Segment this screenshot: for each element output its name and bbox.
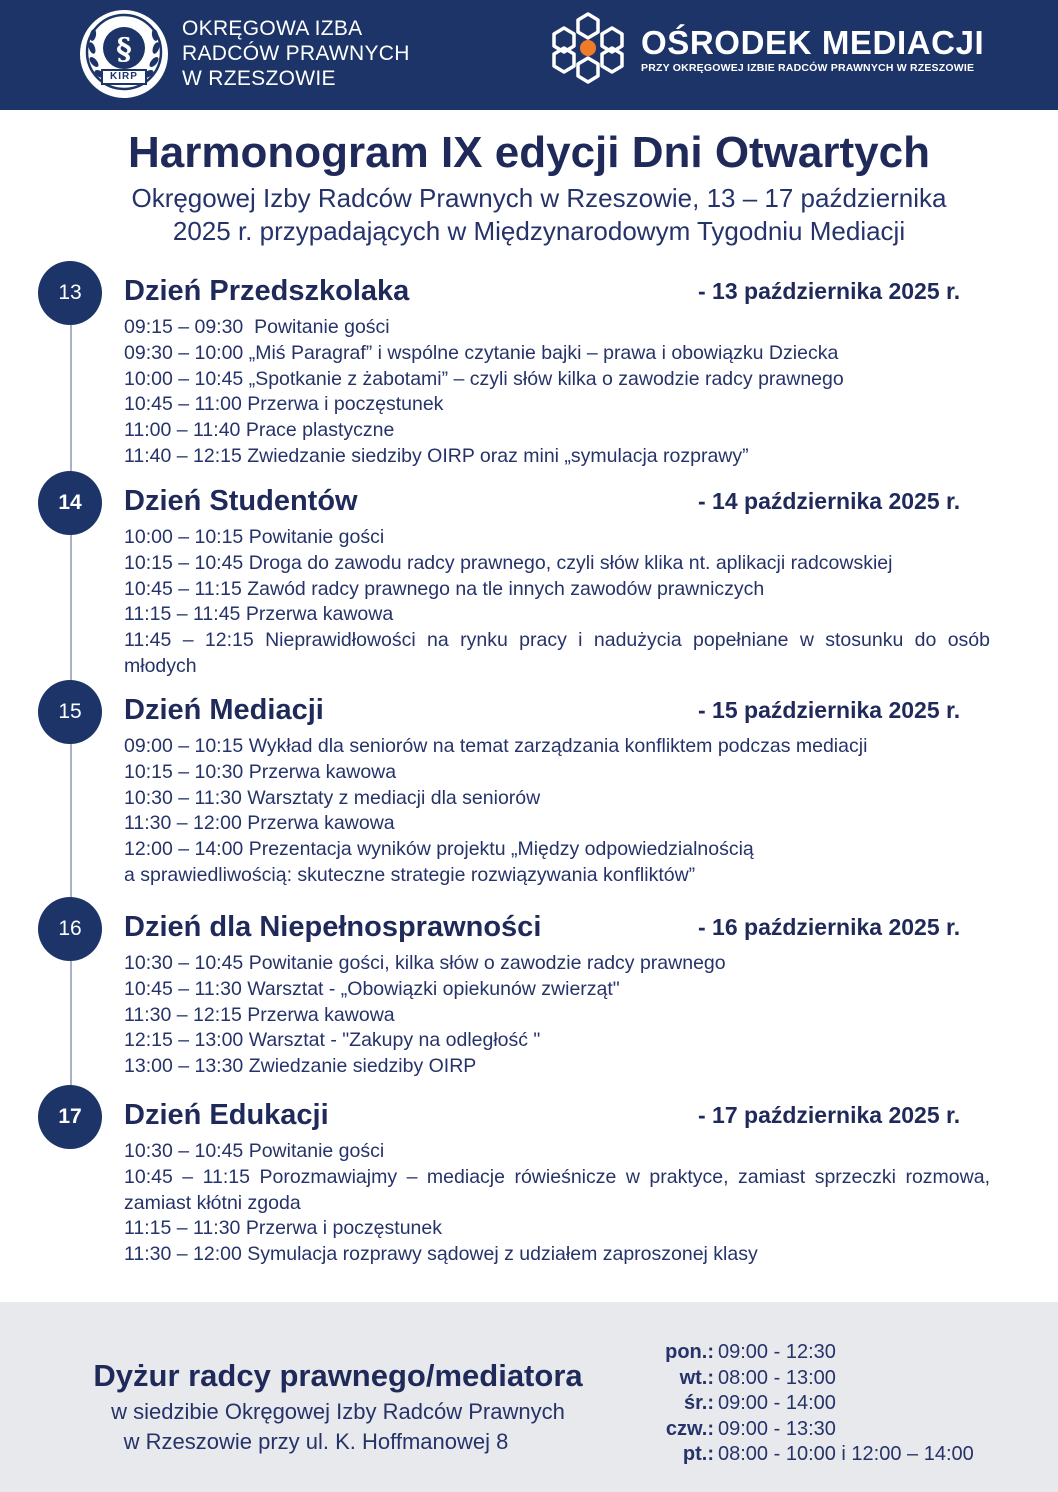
item-text: Symulacja rozprawy sądowej z udziałem zaproszonej klasy (247, 1243, 758, 1266)
schedule-list (124, 1139, 990, 1268)
schedule-item (124, 1165, 990, 1217)
day-date: - 14 października 2025 r. (698, 488, 961, 514)
hours-value: 08:00 - 10:00 i 12:00 – 14:00 (718, 1443, 974, 1466)
schedule-item (124, 392, 990, 418)
item-time: 11:40 – 12:15 (124, 444, 248, 467)
item-time: 12:00 – 14:00 (124, 838, 249, 861)
item-time: 09:00 – 10:15 (124, 735, 249, 757)
schedule-item (124, 444, 990, 470)
item-text: Wykład dla seniorów na temat zarządzania konfliktem podczas mediacji (248, 735, 868, 757)
kirp-laurel-logo-icon (78, 8, 170, 100)
item-time: 10:30 – 10:45 (124, 1140, 249, 1162)
day-date: - 17 października 2025 r. (698, 1102, 961, 1128)
page-subtitle (0, 182, 1058, 248)
item-time: 10:15 – 10:30 (124, 760, 249, 783)
item-time: 10:15 – 10:45 (124, 551, 249, 574)
item-text: Przerwa i poczęstunek (247, 393, 444, 416)
item-text: Powitanie gości (254, 316, 390, 338)
item-time: 09:15 – 09:30 (124, 316, 255, 338)
item-text: Powitanie gości (248, 526, 385, 548)
schedule-item (124, 1139, 990, 1165)
item-text: Powitanie gości (248, 1140, 385, 1162)
day-number-badge: 17 (38, 1085, 102, 1149)
item-text: Przerwa kawowa (245, 603, 394, 626)
item-time: 10:00 – 10:15 (124, 526, 249, 548)
mediation-center-subtitle: PRZY OKRĘGOWEJ IZBIE RADCÓW PRAWNYCH W RZESZOWIE (641, 62, 975, 74)
duty-title: Dyżur radcy prawnego/mediatora (93, 1358, 583, 1393)
item-text: Zawód radcy prawnego na tle innych zawodów prawniczych (247, 577, 765, 600)
duty-location-line: w Rzeszowie przy ul. K. Hoffmanowej 8 (123, 1429, 509, 1454)
svg-text:§: § (116, 32, 132, 67)
kirp-organization-name (182, 16, 410, 91)
item-text: Zwiedzanie siedziby OIRP (248, 1055, 477, 1078)
duty-footer (0, 1302, 1058, 1492)
weekday-label: czw.: (665, 1417, 714, 1440)
item-time: 10:45 – 11:15 (124, 577, 248, 600)
schedule-list (124, 734, 990, 889)
hours-value: 09:00 - 12:30 (718, 1341, 836, 1363)
item-time: 10:00 – 10:45 (124, 367, 249, 390)
subtitle-line: Okręgowej Izby Radców Prawnych w Rzeszowie, 13 – 17 października (131, 183, 947, 213)
schedule-item (124, 367, 990, 393)
item-text: Warsztaty z mediacji dla seniorów (247, 786, 541, 809)
schedule-item (124, 1003, 990, 1029)
schedule-item (124, 786, 990, 812)
schedule-list (124, 525, 990, 680)
item-text: Warsztat - „Obowiązki opiekunów zwierząt" (247, 977, 620, 1000)
item-time: 11:00 – 11:40 (124, 419, 246, 442)
kirp-name-line: W RZESZOWIE (182, 67, 336, 90)
item-text: Przerwa kawowa (247, 812, 395, 835)
day-date: - 16 października 2025 r. (698, 914, 961, 940)
day-number-badge: 15 (38, 680, 102, 744)
day-date: - 13 października 2025 r. (698, 278, 961, 304)
item-time: 10:45 – 11:15 (124, 1165, 260, 1188)
schedule-item (124, 760, 990, 786)
item-text: Powitanie gości, kilka słów o zawodzie radcy prawnego (248, 952, 726, 974)
day-title: Dzień Przedszkolaka (124, 275, 410, 307)
item-text: Przerwa i poczęstunek (245, 1217, 442, 1240)
item-time: 13:00 – 13:30 (124, 1055, 249, 1078)
schedule-item (124, 734, 990, 760)
item-text: Droga do zawodu radcy prawnego, czyli słów klika nt. aplikacji radcowskiej (248, 551, 893, 574)
hours-value: 08:00 - 13:00 (718, 1366, 836, 1389)
schedule-list (124, 951, 990, 1080)
item-time: 12:15 – 13:00 (124, 1029, 249, 1052)
item-text: a sprawiedliwością: skuteczne strategie rozwiązywania konfliktów” (124, 863, 696, 886)
schedule-item (124, 577, 990, 603)
schedule-item (124, 1054, 990, 1080)
kirp-name-line: RADCÓW PRAWNYCH (182, 42, 410, 65)
item-text: „Spotkanie z żabotami” – czyli słów kilka o zawodzie radcy prawnego (248, 367, 844, 390)
day-title: Dzień Edukacji (124, 1099, 329, 1131)
weekday-label: śr.: (683, 1392, 714, 1415)
item-text: Przerwa kawowa (247, 1003, 395, 1026)
hours-value: 09:00 - 14:00 (718, 1392, 836, 1415)
schedule-item (124, 977, 990, 1003)
schedule-item (124, 1028, 990, 1054)
duty-location-line: w siedzibie Okręgowej Izby Radców Prawnych (111, 1399, 565, 1424)
item-time: 11:15 – 11:45 (124, 603, 246, 626)
kirp-badge-text: KIRP (110, 71, 138, 82)
day-number-badge: 16 (38, 897, 102, 961)
schedule-item (124, 341, 990, 367)
page-title: Harmonogram IX edycji Dni Otwartych (128, 128, 930, 177)
item-time: 10:30 – 10:45 (124, 952, 249, 974)
item-time: 11:30 – 12:15 (124, 1003, 248, 1026)
day-title: Dzień Studentów (124, 485, 358, 517)
weekday-label: wt.: (679, 1366, 714, 1389)
schedule-item (124, 551, 990, 577)
day-title: Dzień dla Niepełnosprawności (124, 911, 542, 943)
item-time: 09:30 – 10:00 (124, 341, 249, 364)
mediation-center-name: OŚRODEK MEDIACJI (641, 24, 985, 61)
item-time: 10:30 – 11:30 (124, 786, 248, 809)
schedule-item (124, 811, 990, 837)
item-text: Przerwa kawowa (248, 760, 397, 783)
item-time: 11:30 – 12:00 (124, 1243, 248, 1266)
schedule-item (124, 628, 990, 680)
schedule-list (124, 315, 990, 470)
schedule-item (124, 837, 990, 863)
item-text: Nieprawidłowości na rynku pracy i nadużycia popełniane w stosunku do osób młodych (124, 629, 990, 677)
day-title: Dzień Mediacji (124, 694, 324, 726)
hours-value: 09:00 - 13:30 (718, 1417, 836, 1440)
item-text: „Miś Paragraf” i wspólne czytanie bajki – prawa i obowiązku Dziecka (248, 341, 839, 364)
schedule-item (124, 315, 990, 341)
schedule-item (124, 418, 990, 444)
schedule-item (124, 1242, 990, 1268)
item-text: Zwiedzanie siedziby OIRP oraz mini „symulacja rozprawy” (247, 444, 749, 467)
item-text: Porozmawiajmy – mediacje rówieśnicze w praktyce, zamiast sprzeczki rozmowa, zamiast kłótni zgoda (124, 1165, 990, 1214)
weekday-label: pt.: (682, 1443, 714, 1466)
item-time: 11:15 – 11:30 (124, 1217, 246, 1240)
schedule-item-continuation (124, 863, 990, 889)
schedule-item (124, 602, 990, 628)
day-number-badge: 13 (38, 261, 102, 325)
day-date: - 15 października 2025 r. (698, 697, 961, 723)
day-number-badge: 14 (38, 471, 102, 535)
header-banner (0, 0, 1058, 110)
subtitle-line: 2025 r. przypadających w Międzynarodowym Tygodniu Mediacji (172, 216, 906, 246)
item-time: 10:45 – 11:00 (124, 393, 248, 416)
item-time: 10:45 – 11:30 (124, 977, 248, 1000)
item-text: Prezentacja wyników projektu „Między odpowiedzialnością (248, 838, 754, 861)
item-text: Warsztat - "Zakupy na odległość " (248, 1029, 541, 1052)
schedule-item (124, 1216, 990, 1242)
item-text: Prace plastyczne (245, 419, 395, 442)
item-time: 11:30 – 12:00 (124, 812, 248, 835)
mediation-gear-logo-icon (550, 10, 626, 86)
schedule-item (124, 525, 990, 551)
item-time: 11:45 – 12:15 (124, 629, 266, 652)
weekday-label: pon.: (665, 1341, 714, 1363)
kirp-name-line: OKRĘGOWA IZBA (182, 17, 363, 40)
schedule-item (124, 951, 990, 977)
